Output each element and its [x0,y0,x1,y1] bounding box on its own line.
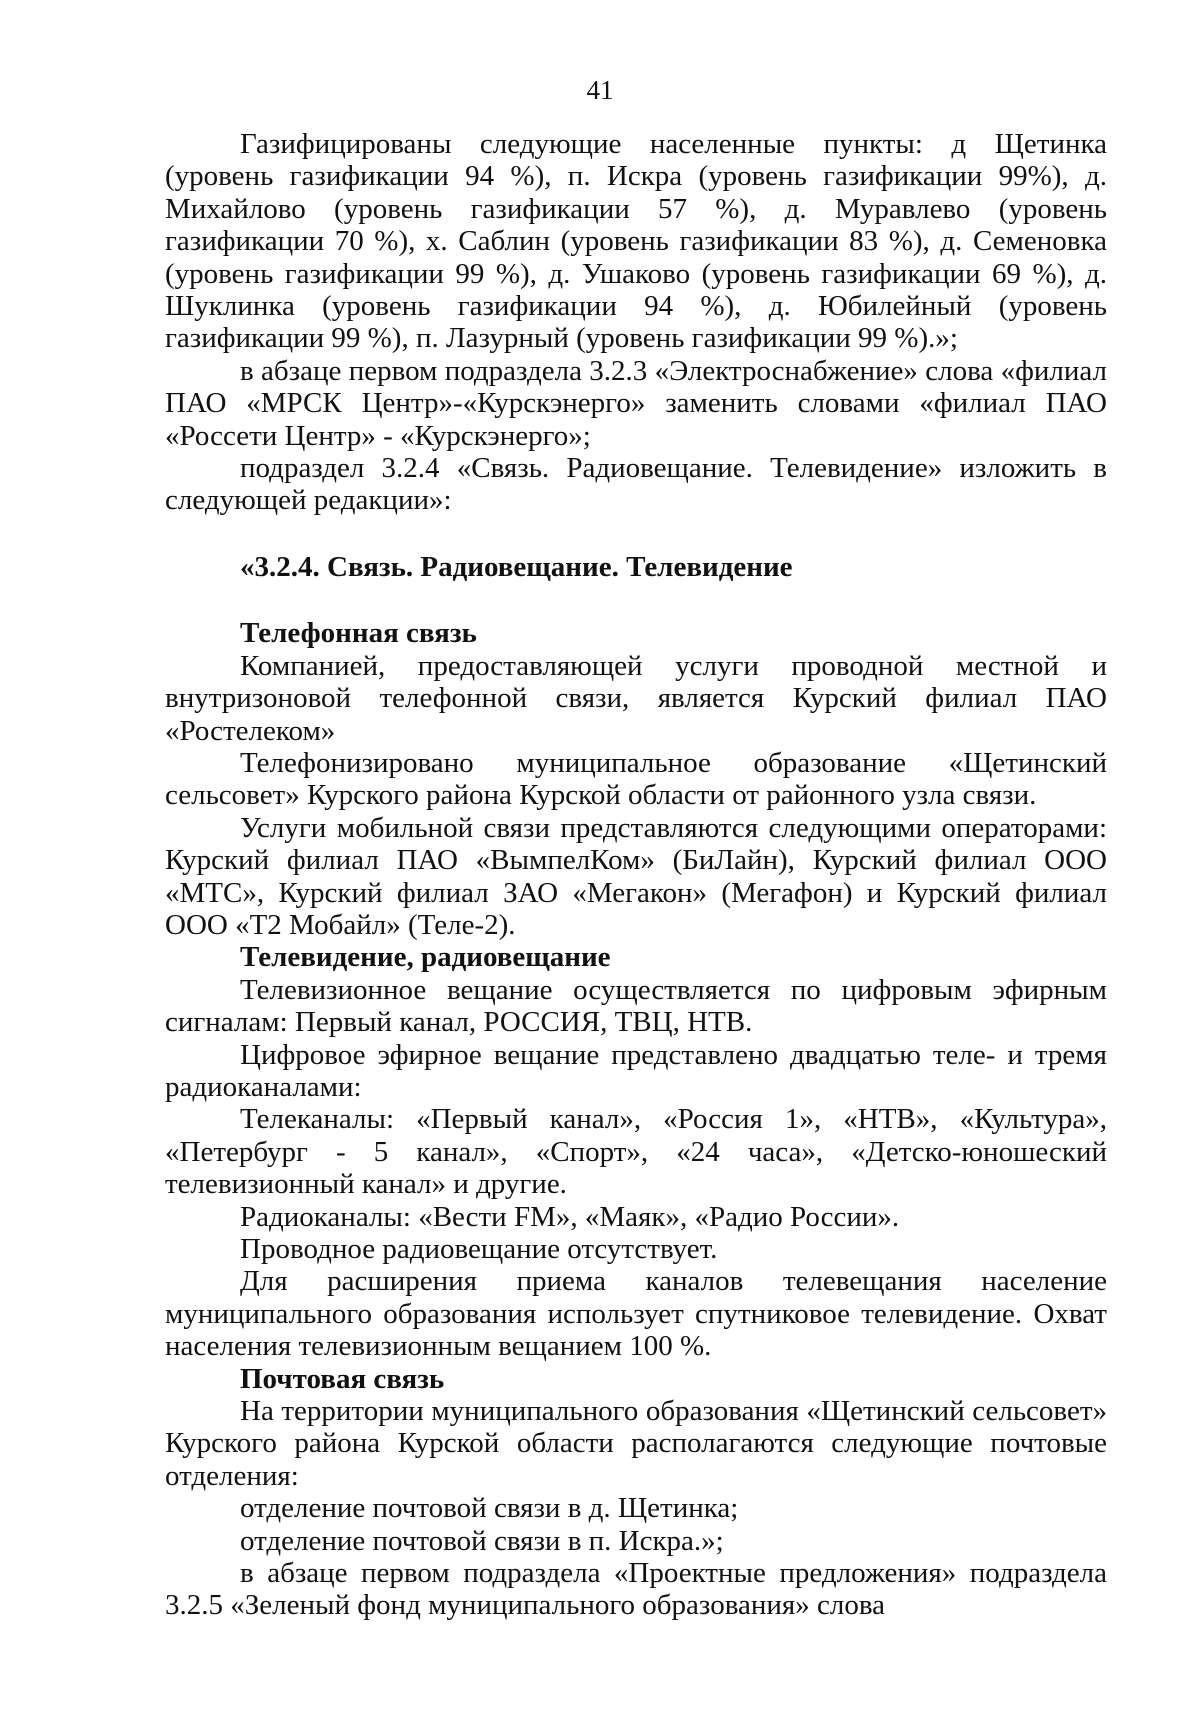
section-heading-communication: «3.2.4. Связь. Радиовещание. Телевидение [240,550,793,583]
paragraph-digital-broadcast: Цифровое эфирное вещание представлено двадцатью теле- и тремя радиоканалами: [165,1038,1107,1103]
subheading-television: Телевидение, радиовещание [240,941,611,974]
paragraph-green-fund-amendment: в абзаце первом подраздела «Проектные предложения» подраздела 3.2.5 «Зеленый фонд муниципального образования» слова [165,1557,1107,1622]
paragraph-tv-channels: Телеканалы: «Первый канал», «Россия 1», «НТВ», «Культура», «Петербург - 5 канал», «Спорт», «24 часа», «Детско-юношеский телевизионный канал» и другие. [165,1103,1107,1201]
paragraph-post-office-iskra: отделение почтовой связи в п. Искра.»; [240,1524,724,1557]
paragraph-telephonization: Телефонизировано муниципальное образование «Щетинский сельсовет» Курского района Курской области от районного узла связи. [165,746,1107,812]
paragraph-wired-radio: Проводное радиовещание отсутствует. [240,1233,718,1265]
paragraph-tv-broadcast: Телевизионное вещание осуществляется по цифровым эфирным сигналам: Первый канал, РОССИЯ, ТВЦ, НТВ. [165,973,1107,1039]
paragraph-post-office-shchetinka: отделение почтовой связи в д. Щетинка; [240,1492,739,1525]
subheading-postal: Почтовая связь [240,1362,445,1395]
paragraph-satellite-tv: Для расширения приема каналов телевещания население муниципального образования использует спутниковое телевидение. Охват населения телевизионным вещанием 100 %. [165,1265,1107,1363]
document-body [165,128,1107,1622]
page-number: 41 [586,75,614,105]
paragraph-electricity-amendment: в абзаце первом подраздела 3.2.3 «Электроснабжение» слова «филиал ПАО «МРСК Центр»-«Курскэнерго» заменить словами «филиал ПАО «Россети Центр» - «Курскэнерго»; [165,354,1107,452]
paragraph-postal-offices: На территории муниципального образования «Щетинский сельсовет» Курского района Курской области располагаются следующие почтовые отделения: [165,1395,1107,1492]
subheading-telephone: Телефонная связь [240,617,477,650]
paragraph-gasification: Газифицированы следующие населенные пункты: д Щетинка (уровень газификации 94 %), п. Искра (уровень газификации 99%), д. Михайлово (уровень газификации 57 %), д. Муравлево (уровень газификации 70 %), х. Саблин (уровень газификации 83 %), д. Семеновка (уровень газификации 99 %), д. Ушаково (уровень газификации 69 %), д. Шуклинка (уровень газификации 94 %), д. Юбилейный (уровень газификации 99 %), п. Лазурный (уровень газификации 99 %).»; [165,128,1107,355]
paragraph-radio-channels: Радиоканалы: «Вести FM», «Маяк», «Радио России». [240,1200,900,1233]
paragraph-mobile-operators: Услуги мобильной связи представляются следующими операторами: Курский филиал ПАО «ВымпелКом» (БиЛайн), Курский филиал ООО «МТС», Курский филиал ЗАО «Мегакон» (Мегафон) и Курский филиал ООО «Т2 Мобайл» (Теле-2). [165,811,1107,941]
paragraph-communication-amendment: подраздел 3.2.4 «Связь. Радиовещание. Телевидение» изложить в следующей редакции»: [165,452,1107,517]
paragraph-telephone-provider: Компанией, предоставляющей услуги проводной местной и внутризоновой телефонной связи, является Курский филиал ПАО «Ростелеком» [165,649,1107,747]
